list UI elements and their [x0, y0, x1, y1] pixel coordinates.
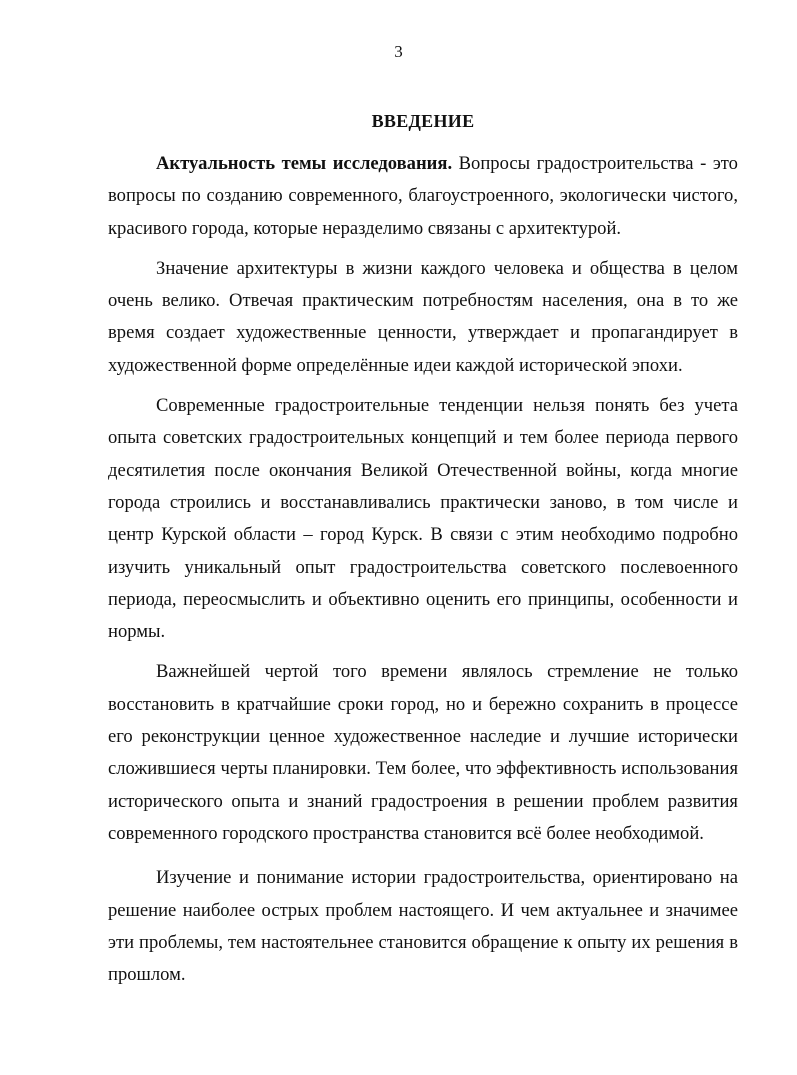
paragraph-history-study: Изучение и понимание истории градостроительства, ориентировано на решение наиболее острых проблем настоящего. И чем актуальнее и значимее эти проблемы, тем настоятельнее становится обращение к опыту их решения в прошлом. [108, 867, 738, 986]
paragraph-text: Вопросы градостроительства - это вопросы по созданию современного, благоустроенного, экологически чистого, красивого города, которые неразделимо связаны с архитектурой. [108, 153, 738, 239]
paragraph-architecture-value: Значение архитектуры в жизни каждого человека и общества в целом очень велико. Отвечая практическим потребностям населения, она в то же время создает художественные ценности, утверждает и пропагандирует в художественной форме определённые идеи каждой исторической эпохи. [108, 257, 738, 376]
section-heading: ВВЕДЕНИЕ [371, 111, 475, 131]
paragraph-lead: Актуальность темы исследования. [156, 153, 453, 174]
body-text [108, 148, 738, 991]
page-number: 3 [394, 42, 403, 61]
paragraph-key-feature: Важнейшей чертой того времени являлось стремление не только восстановить в кратчайшие сроки город, но и бережно сохранить в процессе его реконструкции ценное художественное наследие и лучшие исторически сложившиеся черты планировки. Тем более, что эффективность использования исторического опыта и знаний градостроения в решении проблем развития современного городского пространства становится всё более необходимой. [108, 661, 738, 844]
paragraph-urban-trends: Современные градостроительные тенденции нельзя понять без учета опыта советских градостроительных концепций и тем более периода первого десятилетия после окончания Великой Отечественной войны, когда многие города строились и восстанавливались практически заново, в том числе и центр Курской области – город Курск. В связи с этим необходимо подробно изучить уникальный опыт градостроительства советского послевоенного периода, переосмыслить и объективно оценить его принципы, особенности и нормы. [108, 395, 738, 643]
paragraph-relevance [108, 148, 738, 245]
